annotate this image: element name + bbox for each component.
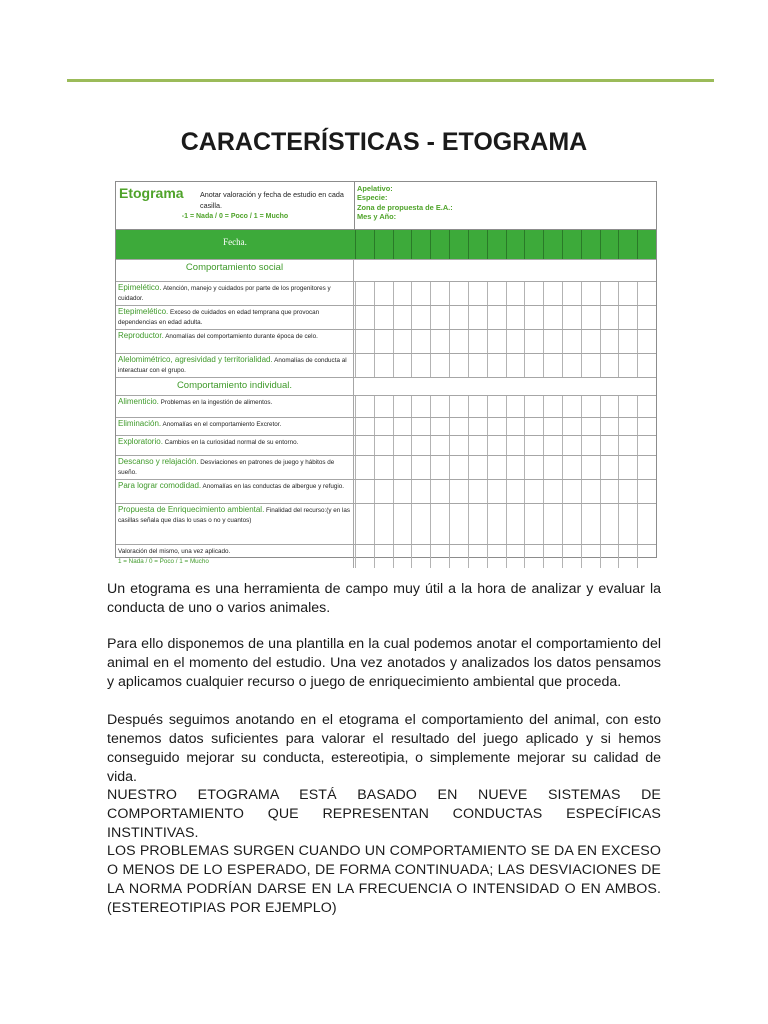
paragraph-intro: Un etograma es una herramienta de campo muy útil a la hora de analizar y evaluar la conducta de uno o varios animales. <box>107 581 661 616</box>
etogram-meta <box>357 184 453 222</box>
cell-divider <box>355 436 356 455</box>
cell-divider <box>430 456 431 479</box>
cell-divider <box>411 282 412 305</box>
cell-divider <box>543 330 544 353</box>
etogram-instruction: Anotar valoración y fecha de estudio en cada casilla. <box>200 190 344 210</box>
cell-divider <box>637 330 638 353</box>
cell-divider <box>637 396 638 417</box>
cell-divider <box>562 456 563 479</box>
cell-divider <box>600 330 601 353</box>
cell-divider <box>637 418 638 435</box>
cell-divider <box>411 456 412 479</box>
cell-divider <box>524 418 525 435</box>
cell-divider <box>524 436 525 455</box>
etogram-behavior-row <box>116 503 656 544</box>
cell-divider <box>618 545 619 568</box>
etogram-scale: -1 = Nada / 0 = Poco / 1 = Mucho <box>181 213 289 220</box>
cell-divider <box>355 354 356 377</box>
etogram-entry-cells <box>355 436 656 455</box>
date-column-divider <box>355 230 356 259</box>
cell-divider <box>430 480 431 503</box>
cell-divider <box>543 504 544 544</box>
cell-divider <box>468 504 469 544</box>
cell-divider <box>374 480 375 503</box>
cell-divider <box>581 418 582 435</box>
cell-divider <box>600 354 601 377</box>
behavior-name: Para lograr comodidad. <box>118 481 202 490</box>
cell-divider <box>393 504 394 544</box>
etogram-entry-cells <box>355 260 656 281</box>
cell-divider <box>487 306 488 329</box>
cell-divider <box>600 436 601 455</box>
cell-divider <box>430 436 431 455</box>
cell-divider <box>562 330 563 353</box>
cell-divider <box>562 480 563 503</box>
etogram-row-label <box>116 354 354 377</box>
etogram-behavior-row <box>116 455 656 479</box>
etogram-entry-cells <box>355 456 656 479</box>
cell-divider <box>468 456 469 479</box>
cell-divider <box>562 282 563 305</box>
etogram-behavior-row <box>116 417 656 435</box>
cell-divider <box>618 396 619 417</box>
cell-divider <box>637 456 638 479</box>
cell-divider <box>600 504 601 544</box>
date-column-divider <box>430 230 431 259</box>
behavior-description: Anomalías en el comportamiento Excretor. <box>161 421 282 428</box>
cell-divider <box>562 436 563 455</box>
cell-divider <box>468 282 469 305</box>
behavior-name: Descanso y relajación. <box>118 457 199 466</box>
cell-divider <box>449 504 450 544</box>
cell-divider <box>355 504 356 544</box>
cell-divider <box>581 396 582 417</box>
cell-divider <box>506 436 507 455</box>
cell-divider <box>355 282 356 305</box>
cell-divider <box>393 306 394 329</box>
cell-divider <box>393 282 394 305</box>
cell-divider <box>581 306 582 329</box>
etogram-row-label <box>116 282 354 305</box>
cell-divider <box>562 354 563 377</box>
cell-divider <box>374 456 375 479</box>
cell-divider <box>374 418 375 435</box>
cell-divider <box>374 330 375 353</box>
meta-line: Especie: <box>357 193 388 203</box>
cell-divider <box>430 396 431 417</box>
cell-divider <box>637 354 638 377</box>
cell-divider <box>449 436 450 455</box>
etogram-row-label <box>116 480 354 503</box>
cell-divider <box>487 480 488 503</box>
behavior-description: Exceso de cuidados en edad temprana que provocan dependencias en edad adulta. <box>118 309 320 326</box>
cell-divider <box>468 306 469 329</box>
cell-divider <box>524 456 525 479</box>
cell-divider <box>487 456 488 479</box>
date-column-divider <box>449 230 450 259</box>
etogram-entry-cells <box>355 282 656 305</box>
cell-divider <box>543 545 544 568</box>
cell-divider <box>393 330 394 353</box>
cell-divider <box>487 545 488 568</box>
cell-divider <box>411 418 412 435</box>
cell-divider <box>618 330 619 353</box>
behavior-description: Desviaciones en patrones de juego y hábitos de sueño. <box>118 459 335 476</box>
date-column-divider <box>393 230 394 259</box>
etogram-behavior-row <box>116 479 656 503</box>
date-label: Fecha. <box>223 237 247 247</box>
cell-divider <box>618 456 619 479</box>
etogram-entry-cells <box>355 330 656 353</box>
cell-divider <box>393 545 394 568</box>
evaluation-scale: 1 = Nada / 0 = Poco / 1 = Mucho <box>118 558 209 565</box>
meta-line: Zona de propuesta de E.A.: <box>357 202 453 212</box>
cell-divider <box>600 396 601 417</box>
cell-divider <box>374 504 375 544</box>
cell-divider <box>562 396 563 417</box>
cell-divider <box>411 504 412 544</box>
cell-divider <box>581 436 582 455</box>
cell-divider <box>449 354 450 377</box>
cell-divider <box>355 306 356 329</box>
cell-divider <box>487 436 488 455</box>
cell-divider <box>468 545 469 568</box>
header-rule <box>67 79 714 82</box>
cell-divider <box>449 456 450 479</box>
cell-divider <box>393 480 394 503</box>
cell-divider <box>524 282 525 305</box>
cell-divider <box>393 418 394 435</box>
cell-divider <box>637 436 638 455</box>
date-column-divider <box>562 230 563 259</box>
etogram-entry-cells <box>355 354 656 377</box>
etogram-row-label <box>116 456 354 479</box>
cell-divider <box>449 545 450 568</box>
cell-divider <box>487 330 488 353</box>
cell-divider <box>600 282 601 305</box>
cell-divider <box>487 418 488 435</box>
etogram-section-row <box>116 259 656 281</box>
cell-divider <box>562 545 563 568</box>
cell-divider <box>543 306 544 329</box>
cell-divider <box>562 418 563 435</box>
cell-divider <box>506 456 507 479</box>
cell-divider <box>618 436 619 455</box>
meta-line: Apelativo: <box>357 184 393 193</box>
behavior-description: Anomalías de conducta al interactuar con el grupo. <box>118 357 347 374</box>
cell-divider <box>430 282 431 305</box>
etogram-entry-cells <box>355 418 656 435</box>
etogram-behavior-row <box>116 305 656 329</box>
etogram-row-label: Comportamiento individual. <box>116 378 354 395</box>
etogram-behavior-row <box>116 435 656 455</box>
date-column-divider <box>543 230 544 259</box>
cell-divider <box>637 545 638 568</box>
cell-divider <box>430 330 431 353</box>
date-column-divider <box>468 230 469 259</box>
cell-divider <box>374 282 375 305</box>
cell-divider <box>355 545 356 568</box>
cell-divider <box>468 330 469 353</box>
cell-divider <box>430 545 431 568</box>
cell-divider <box>581 330 582 353</box>
cell-divider <box>430 354 431 377</box>
paragraph-followup: Después seguimos anotando en el etograma el comportamiento del animal, con esto tenemos datos suficientes para valorar el resultado del juego aplicado y si hemos conseguido mejorar su conducta, estereotipia, o simplemente mejorar su calidad de vida. <box>107 712 661 785</box>
behavior-name: Eliminación. <box>118 419 162 428</box>
date-column-divider <box>581 230 582 259</box>
cell-divider <box>355 330 356 353</box>
cell-divider <box>524 504 525 544</box>
cell-divider <box>506 354 507 377</box>
behavior-name: Alelomimétrico, agresividad y territorialidad. <box>118 355 273 364</box>
date-column-divider <box>411 230 412 259</box>
cell-divider <box>449 418 450 435</box>
cell-divider <box>581 354 582 377</box>
etogram-entry-cells <box>355 396 656 417</box>
behavior-name: Epimelético. <box>118 283 162 292</box>
behavior-description: Anomalías del comportamiento durante época de celo. <box>163 333 318 340</box>
cell-divider <box>506 306 507 329</box>
cell-divider <box>600 418 601 435</box>
cell-divider <box>543 396 544 417</box>
cell-divider <box>637 282 638 305</box>
date-column-divider <box>600 230 601 259</box>
etogram-table-image <box>115 181 657 565</box>
etogram-row-label: Comportamiento social <box>116 260 354 281</box>
cell-divider <box>543 436 544 455</box>
cell-divider <box>618 282 619 305</box>
cell-divider <box>449 306 450 329</box>
date-columns <box>355 230 656 259</box>
cell-divider <box>581 545 582 568</box>
etogram-behavior-row <box>116 281 656 305</box>
etogram-entry-cells <box>355 306 656 329</box>
cell-divider <box>449 480 450 503</box>
cell-divider <box>581 480 582 503</box>
cell-divider <box>468 480 469 503</box>
etogram-entry-cells <box>355 504 656 544</box>
cell-divider <box>506 545 507 568</box>
cell-divider <box>506 480 507 503</box>
cell-divider <box>506 504 507 544</box>
cell-divider <box>393 396 394 417</box>
cell-divider <box>487 282 488 305</box>
page-title: CARACTERÍSTICAS - ETOGRAMA <box>180 128 588 156</box>
cell-divider <box>506 418 507 435</box>
cell-divider <box>355 456 356 479</box>
paragraph-template: Para ello disponemos de una plantilla en la cual podemos anotar el comportamiento del animal en el momento del estudio. Una vez anotados y analizados los datos pensamos y aplicamos cualquier recurso o juego de enriquecimiento ambiental que proceda. <box>107 636 661 690</box>
cell-divider <box>618 354 619 377</box>
cell-divider <box>355 480 356 503</box>
cell-divider <box>637 504 638 544</box>
cell-divider <box>618 480 619 503</box>
cell-divider <box>468 396 469 417</box>
etogram-row-label <box>116 396 354 417</box>
cell-divider <box>487 504 488 544</box>
cell-divider <box>543 354 544 377</box>
etogram-evaluation-row <box>116 544 656 568</box>
behavior-description: Cambios en la curiosidad normal de su entorno. <box>162 439 299 446</box>
etogram-behavior-row <box>116 395 656 417</box>
cell-divider <box>543 418 544 435</box>
cell-divider <box>411 354 412 377</box>
cell-divider <box>562 306 563 329</box>
behavior-description: Anomalías en las conductas de albergue y refugio. <box>201 483 344 490</box>
date-column-divider <box>487 230 488 259</box>
behavior-description: Problemas en la ingestión de alimentos. <box>158 399 273 406</box>
etogram-header <box>116 182 656 230</box>
etogram-entry-cells <box>355 545 656 568</box>
cell-divider <box>393 456 394 479</box>
date-column-divider <box>637 230 638 259</box>
cell-divider <box>581 282 582 305</box>
etogram-entry-cells <box>355 480 656 503</box>
cell-divider <box>524 545 525 568</box>
cell-divider <box>600 480 601 503</box>
cell-divider <box>430 504 431 544</box>
cell-divider <box>618 306 619 329</box>
cell-divider <box>374 545 375 568</box>
cell-divider <box>618 418 619 435</box>
evaluation-text: Valoración del mismo, una vez aplicado. <box>118 548 231 555</box>
etogram-behavior-row <box>116 353 656 377</box>
paragraph-nine-systems: NUESTRO ETOGRAMA ESTÁ BASADO EN NUEVE SISTEMAS DE COMPORTAMIENTO QUE REPRESENTAN CONDUCTAS ESPECÍFICAS INSTINTIVAS. <box>107 787 661 841</box>
cell-divider <box>524 354 525 377</box>
paragraph-problems: LOS PROBLEMAS SURGEN CUANDO UN COMPORTAMIENTO SE DA EN EXCESO O MENOS DE LO ESPERADO, DE FORMA CONTINUADA; LAS DESVIACIONES DE LA NORMA PODRÍAN DARSE EN LA FRECUENCIA O INTENSIDAD O EN AMBOS. (ESTEREOTIPIAS POR EJEMPLO) <box>107 843 661 916</box>
cell-divider <box>506 330 507 353</box>
cell-divider <box>524 330 525 353</box>
cell-divider <box>374 396 375 417</box>
meta-line: Mes y Año: <box>357 212 397 222</box>
cell-divider <box>506 282 507 305</box>
date-column-divider <box>374 230 375 259</box>
cell-divider <box>374 436 375 455</box>
cell-divider <box>468 418 469 435</box>
behavior-description: Finalidad del recurso:(y en las casillas señala que días lo usas o no y cuantos) <box>118 507 351 524</box>
behavior-name: Etepimelético. <box>118 307 169 316</box>
behavior-name: Reproductor. <box>118 331 164 340</box>
cell-divider <box>618 504 619 544</box>
behavior-name: Exploratorio. <box>118 437 163 446</box>
cell-divider <box>487 396 488 417</box>
behavior-description: Atención, manejo y cuidados por parte de los progenitores y cuidador. <box>118 285 331 302</box>
cell-divider <box>637 480 638 503</box>
etogram-row-label <box>116 330 354 353</box>
cell-divider <box>468 354 469 377</box>
cell-divider <box>637 306 638 329</box>
cell-divider <box>524 396 525 417</box>
cell-divider <box>543 480 544 503</box>
cell-divider <box>543 456 544 479</box>
cell-divider <box>411 436 412 455</box>
cell-divider <box>374 306 375 329</box>
cell-divider <box>600 545 601 568</box>
cell-divider <box>411 545 412 568</box>
cell-divider <box>411 330 412 353</box>
cell-divider <box>411 480 412 503</box>
cell-divider <box>581 504 582 544</box>
cell-divider <box>411 306 412 329</box>
cell-divider <box>374 354 375 377</box>
etogram-row-label <box>116 545 354 568</box>
etogram-rows <box>116 259 656 568</box>
cell-divider <box>393 354 394 377</box>
etogram-header-left <box>116 182 355 229</box>
cell-divider <box>430 418 431 435</box>
etogram-section-row <box>116 377 656 395</box>
date-column-divider <box>524 230 525 259</box>
cell-divider <box>581 456 582 479</box>
etogram-row-label <box>116 436 354 455</box>
cell-divider <box>411 396 412 417</box>
cell-divider <box>600 306 601 329</box>
cell-divider <box>600 456 601 479</box>
behavior-name: Alimenticio. <box>118 397 159 406</box>
behavior-name: Propuesta de Enriquecimiento ambiental. <box>118 505 265 514</box>
cell-divider <box>393 436 394 455</box>
date-column-divider <box>506 230 507 259</box>
date-column-divider <box>618 230 619 259</box>
cell-divider <box>524 306 525 329</box>
cell-divider <box>449 282 450 305</box>
cell-divider <box>487 354 488 377</box>
etogram-name: Etograma <box>119 185 184 201</box>
etogram-row-label <box>116 504 354 544</box>
cell-divider <box>506 396 507 417</box>
etogram-entry-cells <box>355 378 656 395</box>
cell-divider <box>543 282 544 305</box>
cell-divider <box>449 330 450 353</box>
cell-divider <box>355 418 356 435</box>
cell-divider <box>449 396 450 417</box>
etogram-row-label <box>116 306 354 329</box>
cell-divider <box>524 480 525 503</box>
cell-divider <box>562 504 563 544</box>
cell-divider <box>430 306 431 329</box>
cell-divider <box>355 396 356 417</box>
cell-divider <box>468 436 469 455</box>
etogram-behavior-row <box>116 329 656 353</box>
etogram-row-label <box>116 418 354 435</box>
